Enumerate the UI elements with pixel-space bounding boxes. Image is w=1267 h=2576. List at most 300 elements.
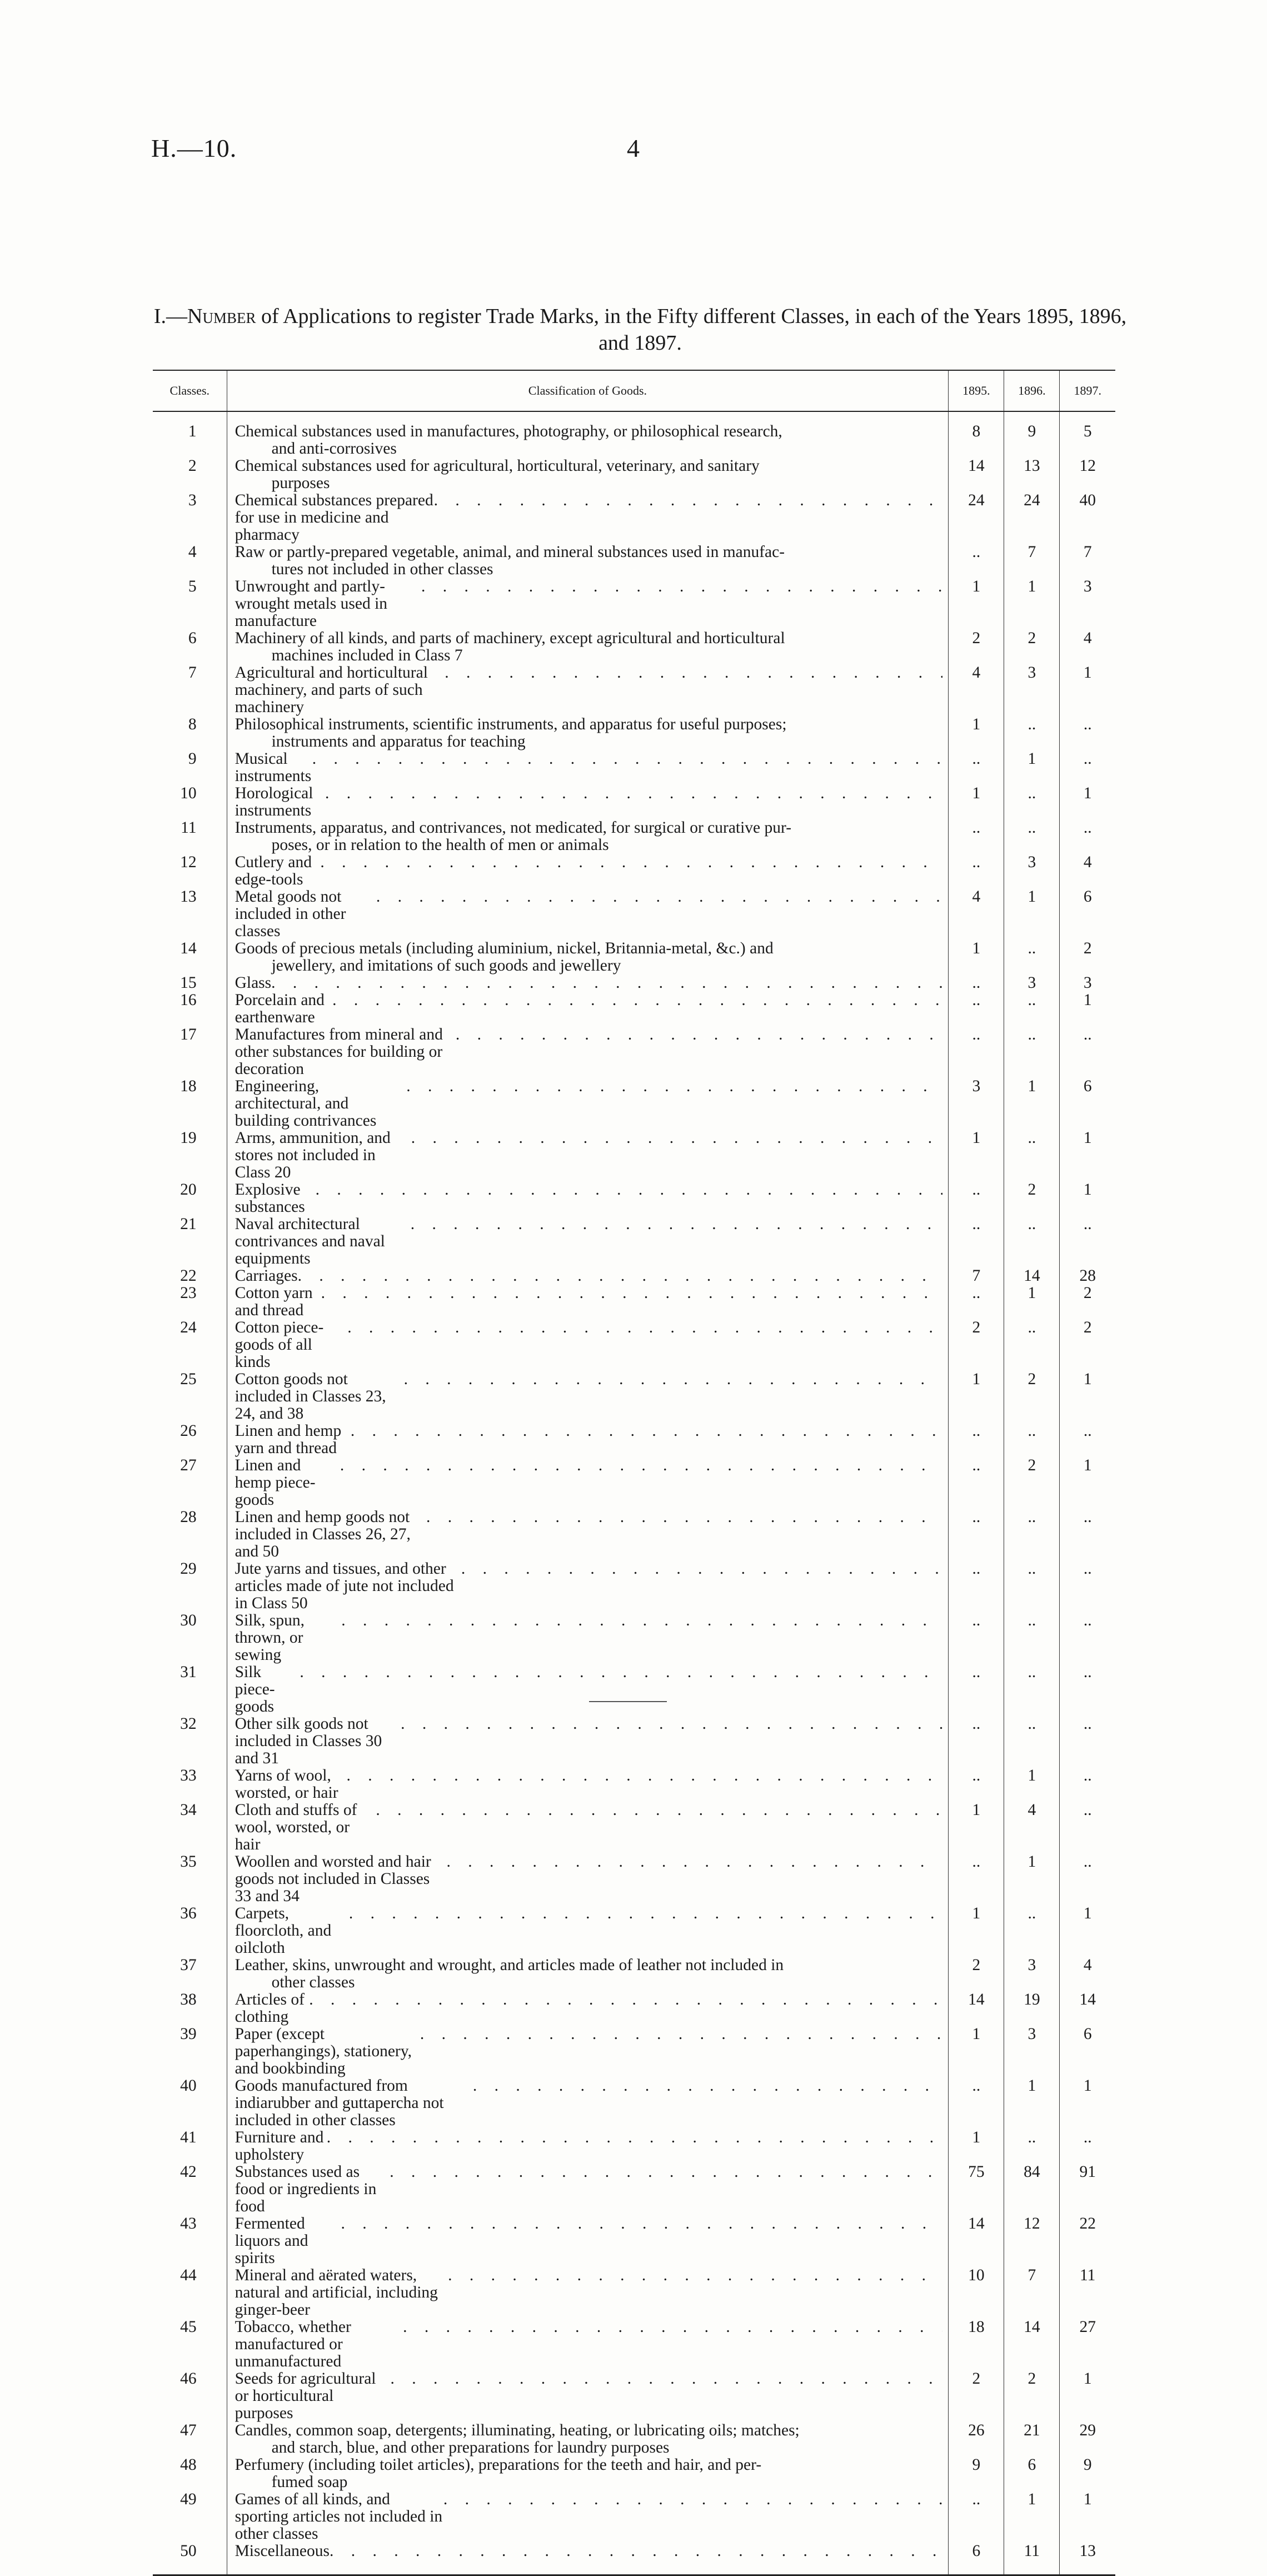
table-row bbox=[153, 854, 1115, 888]
table-row bbox=[153, 1267, 1115, 1285]
trade-marks-table bbox=[153, 370, 1115, 2576]
goods-description bbox=[227, 1715, 949, 1767]
class-number: 24 bbox=[180, 1319, 197, 1336]
class-number: 17 bbox=[180, 1026, 197, 1043]
goods-description bbox=[227, 664, 949, 716]
count-1896: 7 bbox=[1004, 2267, 1060, 2319]
count-1895: .. bbox=[949, 1767, 1004, 1802]
description-line: Mineral and aërated waters, natural and artificial, including ginger-beer bbox=[235, 2266, 438, 2319]
class-number: 29 bbox=[180, 1560, 197, 1578]
table-row bbox=[153, 1026, 1115, 1078]
count-1897: 2 bbox=[1060, 1285, 1115, 1319]
class-number: 10 bbox=[180, 784, 197, 802]
class-number: 45 bbox=[180, 2318, 197, 2336]
class-number: 30 bbox=[180, 1612, 197, 1629]
table-row bbox=[153, 1612, 1115, 1664]
goods-description bbox=[227, 1664, 949, 1715]
class-number: 48 bbox=[180, 2456, 197, 2474]
table-row bbox=[153, 578, 1115, 630]
description-line: Linen and hemp yarn and thread bbox=[235, 1422, 342, 1457]
count-1896: 1 bbox=[1004, 1078, 1060, 1130]
table-row bbox=[153, 2026, 1115, 2077]
leader-dots bbox=[443, 2491, 942, 2508]
count-1895: .. bbox=[949, 974, 1004, 992]
closing-rule bbox=[589, 1701, 667, 1702]
count-1896: 6 bbox=[1004, 2456, 1060, 2491]
count-1895: 1 bbox=[949, 1905, 1004, 1957]
leader-dots bbox=[376, 1802, 942, 1819]
description-line: Cloth and stuffs of wool, worsted, or hair bbox=[235, 1801, 357, 1853]
count-1897: 29 bbox=[1060, 2422, 1115, 2456]
count-1896: 13 bbox=[1004, 457, 1060, 492]
leader-dots bbox=[300, 1664, 942, 1681]
class-number: 4 bbox=[188, 543, 197, 561]
leader-dots bbox=[325, 785, 942, 802]
leader-dots bbox=[420, 2026, 942, 2043]
class-number: 12 bbox=[180, 853, 197, 871]
table-row bbox=[153, 1767, 1115, 1802]
table-row bbox=[153, 1802, 1115, 1853]
description-line: Seeds for agricultural or horticultural purposes bbox=[235, 2370, 376, 2422]
count-1897: .. bbox=[1060, 1423, 1115, 1457]
count-1896: 12 bbox=[1004, 2215, 1060, 2267]
count-1895: .. bbox=[949, 1853, 1004, 1905]
count-1895: .. bbox=[949, 544, 1004, 578]
count-1897: 13 bbox=[1060, 2543, 1115, 2575]
count-1897: 1 bbox=[1060, 664, 1115, 716]
goods-description bbox=[227, 750, 949, 785]
count-1897: .. bbox=[1060, 1664, 1115, 1715]
table-row bbox=[153, 1181, 1115, 1216]
goods-description bbox=[227, 2319, 949, 2370]
count-1897: 1 bbox=[1060, 785, 1115, 819]
leader-dots bbox=[403, 2319, 942, 2336]
table-row bbox=[153, 1457, 1115, 1509]
count-1896: 14 bbox=[1004, 2319, 1060, 2370]
description-line: Metal goods not included in other classes bbox=[235, 888, 346, 940]
table-row bbox=[153, 544, 1115, 578]
count-1896: 2 bbox=[1004, 1181, 1060, 1216]
count-1897: 1 bbox=[1060, 2491, 1115, 2543]
count-1896: 1 bbox=[1004, 1767, 1060, 1802]
count-1896: .. bbox=[1004, 1026, 1060, 1078]
description-line: Chemical substances prepared for use in medicine and pharmacy bbox=[235, 491, 433, 544]
goods-description bbox=[227, 1216, 949, 1267]
count-1897: 14 bbox=[1060, 1991, 1115, 2026]
count-1897: 22 bbox=[1060, 2215, 1115, 2267]
description-continuation: and starch, blue, and other preparations for laundry purposes bbox=[271, 2439, 670, 2456]
description-continuation: machines included in Class 7 bbox=[271, 647, 463, 664]
count-1897: .. bbox=[1060, 1216, 1115, 1267]
count-1895: .. bbox=[949, 819, 1004, 854]
table-row bbox=[153, 819, 1115, 854]
description-line: Engineering, architectural, and building contrivances bbox=[235, 1077, 377, 1130]
leader-dots bbox=[421, 578, 942, 595]
count-1895: .. bbox=[949, 992, 1004, 1026]
count-1896: 1 bbox=[1004, 888, 1060, 940]
goods-description bbox=[227, 1905, 949, 1957]
table-row bbox=[153, 750, 1115, 785]
table-row bbox=[153, 1905, 1115, 1957]
description-line: Naval architectural contrivances and naval equipments bbox=[235, 1215, 385, 1267]
class-number: 41 bbox=[180, 2129, 197, 2146]
count-1897: 1 bbox=[1060, 2077, 1115, 2129]
count-1897: .. bbox=[1060, 1560, 1115, 1612]
count-1897: 28 bbox=[1060, 1267, 1115, 1285]
count-1897: 6 bbox=[1060, 1078, 1115, 1130]
description-line: Carriages bbox=[235, 1267, 298, 1285]
description-continuation: instruments and apparatus for teaching bbox=[271, 733, 526, 750]
class-number: 15 bbox=[180, 974, 197, 992]
leader-dots bbox=[401, 1715, 942, 1733]
leader-dots bbox=[447, 1853, 943, 1871]
count-1895: .. bbox=[949, 1715, 1004, 1767]
leader-dots bbox=[341, 1612, 942, 1629]
goods-description bbox=[227, 819, 949, 854]
count-1897: .. bbox=[1060, 819, 1115, 854]
count-1895: 4 bbox=[949, 664, 1004, 716]
goods-description bbox=[227, 2267, 949, 2319]
count-1896: 3 bbox=[1004, 2026, 1060, 2077]
leader-dots bbox=[376, 888, 942, 906]
goods-description bbox=[227, 2077, 949, 2129]
count-1895: .. bbox=[949, 1560, 1004, 1612]
leader-dots bbox=[320, 854, 942, 871]
goods-description bbox=[227, 1130, 949, 1181]
goods-description bbox=[227, 457, 949, 492]
class-number: 26 bbox=[180, 1422, 197, 1440]
count-1897: .. bbox=[1060, 1715, 1115, 1767]
description-continuation: fumed soap bbox=[271, 2473, 348, 2491]
count-1897: .. bbox=[1060, 1767, 1115, 1802]
goods-description bbox=[227, 1078, 949, 1130]
description-line: Linen and hemp goods not included in Classes 26, 27, and 50 bbox=[235, 1508, 411, 1560]
table-row bbox=[153, 2543, 1115, 2575]
description-line: Goods manufactured from indiarubber and guttapercha not included in other classes bbox=[235, 2077, 444, 2129]
class-number: 40 bbox=[180, 2077, 197, 2095]
leader-dots bbox=[271, 974, 942, 992]
table-row bbox=[153, 1957, 1115, 1991]
count-1896: .. bbox=[1004, 1319, 1060, 1371]
goods-description bbox=[227, 785, 949, 819]
header-1897: 1897. bbox=[1060, 370, 1115, 411]
count-1896: 14 bbox=[1004, 1267, 1060, 1285]
table-row bbox=[153, 2456, 1115, 2491]
description-line: Carpets, floorcloth, and oilcloth bbox=[235, 1904, 332, 1957]
goods-description bbox=[227, 1267, 949, 1285]
description-line: Silk piece-goods bbox=[235, 1663, 275, 1715]
goods-description bbox=[227, 1991, 949, 2026]
leader-dots bbox=[411, 1216, 943, 1233]
class-number: 8 bbox=[188, 715, 197, 733]
leader-dots bbox=[473, 2077, 942, 2095]
count-1896: 3 bbox=[1004, 664, 1060, 716]
table-row bbox=[153, 785, 1115, 819]
count-1896: 1 bbox=[1004, 2077, 1060, 2129]
count-1897: 1 bbox=[1060, 2370, 1115, 2422]
leader-dots bbox=[327, 2129, 943, 2146]
leader-dots bbox=[391, 2370, 943, 2388]
title-lead: I.—Number bbox=[153, 305, 256, 328]
class-number: 9 bbox=[188, 750, 197, 768]
goods-description bbox=[227, 1767, 949, 1802]
class-number: 37 bbox=[180, 1956, 197, 1974]
count-1896: .. bbox=[1004, 1216, 1060, 1267]
description-line: Instruments, apparatus, and contrivances, not medicated, for surgical or curative pur- bbox=[235, 819, 792, 837]
leader-dots bbox=[349, 1905, 942, 1922]
class-number: 43 bbox=[180, 2215, 197, 2232]
goods-description bbox=[227, 854, 949, 888]
table-row bbox=[153, 1130, 1115, 1181]
count-1895: .. bbox=[949, 1181, 1004, 1216]
table-row bbox=[153, 2267, 1115, 2319]
goods-description bbox=[227, 888, 949, 940]
count-1897: 2 bbox=[1060, 1319, 1115, 1371]
leader-dots bbox=[456, 1026, 942, 1043]
goods-description bbox=[227, 1371, 949, 1423]
count-1896: .. bbox=[1004, 819, 1060, 854]
count-1895: .. bbox=[949, 1026, 1004, 1078]
header-1895: 1895. bbox=[949, 370, 1004, 411]
table-header bbox=[153, 370, 1115, 411]
class-number: 1 bbox=[188, 422, 197, 440]
table-row bbox=[153, 888, 1115, 940]
count-1895: 1 bbox=[949, 2129, 1004, 2164]
goods-description bbox=[227, 2491, 949, 2543]
count-1896: .. bbox=[1004, 1509, 1060, 1560]
table-row bbox=[153, 2164, 1115, 2215]
description-line: Horological instruments bbox=[235, 784, 313, 819]
description-line: Fermented liquors and spirits bbox=[235, 2215, 308, 2267]
description-line: Leather, skins, unwrought and wrought, and articles made of leather not included in bbox=[235, 1956, 784, 1974]
leader-dots bbox=[406, 1078, 942, 1095]
count-1896: .. bbox=[1004, 992, 1060, 1026]
goods-description bbox=[227, 492, 949, 544]
count-1897: 6 bbox=[1060, 888, 1115, 940]
count-1895: 2 bbox=[949, 2370, 1004, 2422]
count-1896: 21 bbox=[1004, 2422, 1060, 2456]
leader-dots bbox=[340, 1457, 942, 1474]
count-1896: 1 bbox=[1004, 2491, 1060, 2543]
goods-description bbox=[227, 1560, 949, 1612]
description-line: Cotton yarn and thread bbox=[235, 1284, 313, 1319]
count-1895: .. bbox=[949, 1423, 1004, 1457]
count-1897: 1 bbox=[1060, 1181, 1115, 1216]
description-line: Tobacco, whether manufactured or unmanufactured bbox=[235, 2318, 351, 2370]
leader-dots bbox=[309, 1991, 942, 2008]
class-number: 19 bbox=[180, 1129, 197, 1147]
description-line: Furniture and upholstery bbox=[235, 2129, 324, 2164]
count-1897: 5 bbox=[1060, 411, 1115, 457]
goods-description bbox=[227, 2129, 949, 2164]
count-1895: 75 bbox=[949, 2164, 1004, 2215]
count-1896: .. bbox=[1004, 1423, 1060, 1457]
table-row bbox=[153, 992, 1115, 1026]
goods-description bbox=[227, 578, 949, 630]
count-1896: 1 bbox=[1004, 750, 1060, 785]
count-1897: 3 bbox=[1060, 974, 1115, 992]
count-1897: 2 bbox=[1060, 940, 1115, 974]
table-row bbox=[153, 1285, 1115, 1319]
table-row bbox=[153, 2215, 1115, 2267]
class-number: 25 bbox=[180, 1370, 197, 1388]
count-1895: 1 bbox=[949, 1130, 1004, 1181]
page-number: 4 bbox=[627, 134, 640, 162]
class-number: 49 bbox=[180, 2490, 197, 2508]
count-1895: .. bbox=[949, 1509, 1004, 1560]
count-1895: .. bbox=[949, 1664, 1004, 1715]
count-1895: .. bbox=[949, 1285, 1004, 1319]
class-number: 18 bbox=[180, 1077, 197, 1095]
table-row bbox=[153, 2077, 1115, 2129]
description-line: Chemical substances used in manufactures, photography, or philosophical research, bbox=[235, 422, 782, 440]
table-body bbox=[153, 411, 1115, 2575]
count-1895: .. bbox=[949, 1612, 1004, 1664]
header-1896: 1896. bbox=[1004, 370, 1060, 411]
leader-dots bbox=[321, 1285, 943, 1302]
goods-description bbox=[227, 716, 949, 750]
table-row bbox=[153, 1423, 1115, 1457]
count-1895: .. bbox=[949, 1457, 1004, 1509]
goods-description bbox=[227, 2422, 949, 2456]
header-classes: Classes. bbox=[153, 370, 227, 411]
count-1897: 7 bbox=[1060, 544, 1115, 578]
class-number: 46 bbox=[180, 2370, 197, 2388]
count-1896: .. bbox=[1004, 716, 1060, 750]
description-line: Cutlery and edge-tools bbox=[235, 853, 312, 888]
leader-dots bbox=[351, 1423, 942, 1440]
description-line: Articles of clothing bbox=[235, 1991, 305, 2026]
count-1897: .. bbox=[1060, 1612, 1115, 1664]
description-line: Chemical substances used for agricultural, horticultural, veterinary, and sanitary bbox=[235, 457, 760, 475]
class-number: 44 bbox=[180, 2266, 197, 2284]
description-line: Candles, common soap, detergents; illuminating, heating, or lubricating oils; matches; bbox=[235, 2421, 800, 2439]
goods-description bbox=[227, 974, 949, 992]
goods-description bbox=[227, 544, 949, 578]
goods-description bbox=[227, 1285, 949, 1319]
goods-description bbox=[227, 1181, 949, 1216]
count-1896: .. bbox=[1004, 1130, 1060, 1181]
count-1897: .. bbox=[1060, 1853, 1115, 1905]
description-line: Arms, ammunition, and stores not included in Class 20 bbox=[235, 1129, 391, 1181]
class-number: 50 bbox=[153, 2543, 227, 2575]
description-line: Manufactures from mineral and other substances for building or decoration bbox=[235, 1026, 443, 1078]
table-row bbox=[153, 1371, 1115, 1423]
leader-dots bbox=[312, 750, 943, 768]
count-1895: 14 bbox=[949, 2215, 1004, 2267]
goods-description bbox=[227, 1509, 949, 1560]
class-number: 16 bbox=[180, 991, 197, 1009]
description-line: Raw or partly-prepared vegetable, animal, and mineral substances used in manufac- bbox=[235, 543, 785, 561]
count-1896: 3 bbox=[1004, 974, 1060, 992]
count-1895: 3 bbox=[949, 1078, 1004, 1130]
goods-description bbox=[227, 630, 949, 664]
goods-description bbox=[227, 1026, 949, 1078]
count-1897: 91 bbox=[1060, 2164, 1115, 2215]
count-1895: 1 bbox=[949, 785, 1004, 819]
class-number: 36 bbox=[180, 1904, 197, 1922]
table-row bbox=[153, 1560, 1115, 1612]
class-number: 21 bbox=[180, 1215, 197, 1233]
count-1895: 18 bbox=[949, 2319, 1004, 2370]
goods-description bbox=[227, 992, 949, 1026]
count-1897: .. bbox=[1060, 1802, 1115, 1853]
count-1895: .. bbox=[949, 2077, 1004, 2129]
count-1897: 27 bbox=[1060, 2319, 1115, 2370]
count-1895: 14 bbox=[949, 457, 1004, 492]
class-number: 35 bbox=[180, 1853, 197, 1871]
description-line: Miscellaneous bbox=[235, 2542, 330, 2560]
count-1896: 4 bbox=[1004, 1802, 1060, 1853]
class-number: 14 bbox=[180, 939, 197, 957]
description-line: Cotton goods not included in Classes 23, 24, and 38 bbox=[235, 1370, 386, 1423]
count-1897: 4 bbox=[1060, 630, 1115, 664]
description-line: Yarns of wool, worsted, or hair bbox=[235, 1767, 338, 1802]
goods-description bbox=[227, 2215, 949, 2267]
description-line: Woollen and worsted and hair goods not included in Classes 33 and 34 bbox=[235, 1853, 431, 1905]
count-1896: .. bbox=[1004, 785, 1060, 819]
table-title bbox=[151, 303, 1129, 356]
count-1896: 2 bbox=[1004, 630, 1060, 664]
count-1897: 3 bbox=[1060, 578, 1115, 630]
table-row bbox=[153, 1319, 1115, 1371]
count-1897: 1 bbox=[1060, 1130, 1115, 1181]
title-text: of Applications to register Trade Marks, in the Fifty different Classes, in each of the Years 1895, 1896, and 1897. bbox=[261, 305, 1127, 355]
class-number: 32 bbox=[180, 1715, 197, 1733]
count-1896: .. bbox=[1004, 1664, 1060, 1715]
table-row bbox=[153, 492, 1115, 544]
goods-description bbox=[227, 1457, 949, 1509]
count-1895: 9 bbox=[949, 2456, 1004, 2491]
count-1895: 14 bbox=[949, 1991, 1004, 2026]
count-1895: 1 bbox=[949, 1371, 1004, 1423]
goods-description bbox=[227, 1802, 949, 1853]
leader-dots bbox=[426, 1509, 942, 1526]
table-row bbox=[153, 1715, 1115, 1767]
count-1897: 4 bbox=[1060, 1957, 1115, 1991]
class-number: 31 bbox=[180, 1663, 197, 1681]
class-number: 5 bbox=[188, 578, 197, 595]
count-1895: 24 bbox=[949, 492, 1004, 544]
leader-dots bbox=[411, 1130, 943, 1147]
count-1896: 2 bbox=[1004, 1457, 1060, 1509]
description-line: Musical instruments bbox=[235, 750, 312, 785]
description-line: Substances used as food or ingredients in food bbox=[235, 2163, 377, 2215]
description-line: Other silk goods not included in Classes 30 and 31 bbox=[235, 1715, 382, 1767]
count-1896: 1 bbox=[1004, 578, 1060, 630]
count-1896: .. bbox=[1004, 1612, 1060, 1664]
class-number: 39 bbox=[180, 2025, 197, 2043]
table-row bbox=[153, 2491, 1115, 2543]
count-1896: 3 bbox=[1004, 1957, 1060, 1991]
page-reference: H.—10. bbox=[151, 134, 237, 162]
count-1897: .. bbox=[1060, 750, 1115, 785]
count-1897: 11 bbox=[1060, 2267, 1115, 2319]
description-line: Machinery of all kinds, and parts of machinery, except agricultural and horticultural bbox=[235, 629, 785, 647]
description-line: Glass bbox=[235, 974, 272, 992]
class-number: 42 bbox=[180, 2163, 197, 2181]
leader-dots bbox=[448, 2267, 942, 2284]
description-continuation: other classes bbox=[271, 1973, 355, 1991]
description-line: Explosive substances bbox=[235, 1181, 305, 1216]
table-row bbox=[153, 411, 1115, 457]
leader-dots bbox=[332, 992, 942, 1009]
count-1895: 8 bbox=[949, 411, 1004, 457]
count-1896: .. bbox=[1004, 1715, 1060, 1767]
class-number: 38 bbox=[180, 1991, 197, 2008]
count-1895: 2 bbox=[949, 1319, 1004, 1371]
count-1897: .. bbox=[1060, 1026, 1115, 1078]
